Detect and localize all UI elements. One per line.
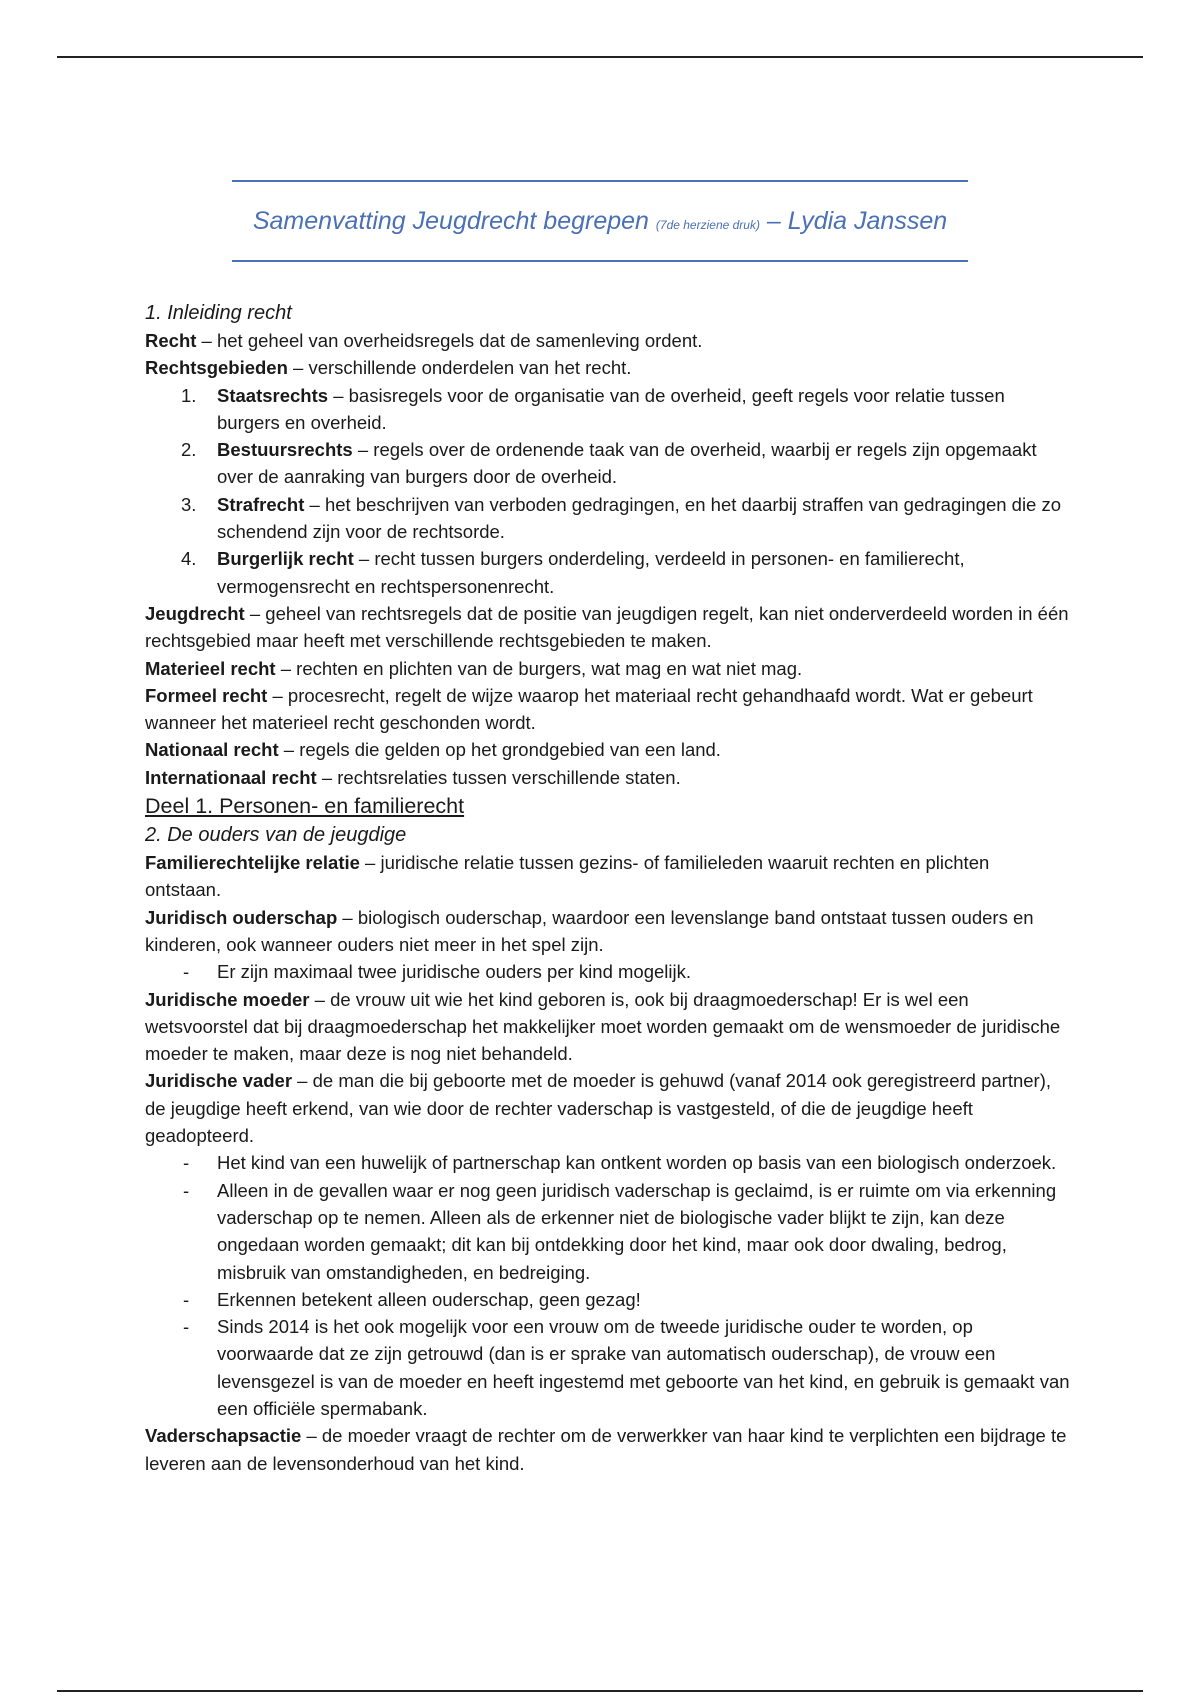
definition-jeugdrecht	[145, 600, 1070, 655]
term: Bestuursrechts	[217, 439, 353, 461]
bullet-text: Erkennen betekent alleen ouderschap, geen gezag!	[217, 1288, 641, 1310]
term: Materieel recht	[145, 657, 276, 679]
term: Juridisch ouderschap	[145, 906, 338, 928]
part-heading-deel-1: Deel 1. Personen- en familierecht	[145, 794, 465, 819]
bullet-dash: -	[183, 1316, 190, 1338]
list-item	[145, 1313, 1070, 1422]
definition: – rechtsrelaties tussen verschillende staten.	[316, 766, 681, 788]
term: Juridische vader	[145, 1070, 293, 1092]
definition-internationaal-recht	[145, 764, 1070, 791]
term: Nationaal recht	[145, 739, 279, 761]
vader-bullets	[145, 1149, 1070, 1422]
definition: – verschillende onderdelen van het recht.	[287, 357, 632, 379]
term: Staatsrechts	[217, 384, 329, 406]
definition-familierechtelijke-relatie	[145, 849, 1070, 904]
term: Recht	[145, 330, 197, 351]
bullet-text: Er zijn maximaal twee juridische ouders per kind mogelijk.	[217, 961, 691, 983]
definition: – procesrecht, regelt de wijze waarop het materiaal recht gehandhaafd wordt. Wat er gebeurt wanneer het materieel recht geschonden wordt.	[145, 684, 1033, 734]
list-item	[145, 545, 1070, 600]
bullet-dash: -	[183, 961, 190, 983]
term: Burgerlijk recht	[217, 548, 354, 570]
bottom-rule	[57, 1690, 1143, 1692]
rechtsgebieden-list	[145, 382, 1070, 600]
term: Formeel recht	[145, 684, 268, 706]
list-item	[145, 491, 1070, 546]
list-number: 2.	[181, 439, 197, 461]
bullet-text: Alleen in de gevallen waar er nog geen juridisch vaderschap is geclaimd, is er ruimte om via erkenning vaderschap op te nemen. Alleen als de erkenner niet de biologische vader blijkt te zijn, kan deze ongedaan worden gemaakt; dit kan bij ontdekking door het kind, maar ook door dwaling, bedrog, misbruik van omstandigheden, en bedreiging.	[217, 1179, 1057, 1283]
term: Strafrecht	[217, 493, 305, 515]
list-number: 1.	[181, 384, 197, 406]
list-item	[145, 1177, 1070, 1286]
definition: – rechten en plichten van de burgers, wat mag en wat niet mag.	[275, 657, 803, 679]
ouderschap-bullets	[145, 958, 1070, 985]
definition: – juridische relatie tussen gezins- of familieleden waaruit rechten en plichten ontstaan.	[145, 852, 990, 901]
section-heading-inleiding: 1. Inleiding recht	[145, 302, 292, 324]
section-heading-ouders: 2. De ouders van de jeugdige	[145, 824, 407, 847]
definition-juridisch-ouderschap	[145, 904, 1070, 959]
bullet-text: Sinds 2014 is het ook mogelijk voor een vrouw om de tweede juridische ouder te worden, op voorwaarde dat ze zijn getrouwd (dan is er sprake van automatisch ouderschap), de vrouw een levensgezel is van de moeder en heeft ingestemd met geboorte van het kind, en gebruik is gemaakt van een officiële spermabank.	[217, 1316, 1070, 1419]
term: Juridische moeder	[145, 988, 310, 1010]
definition: – regels over de ordenende taak van de overheid, waarbij er regels zijn opgemaakt over de aanraking van burgers door de overheid.	[217, 439, 1037, 488]
list-number: 4.	[181, 548, 197, 570]
definition-materieel-recht	[145, 655, 1070, 682]
definition-juridische-vader	[145, 1067, 1070, 1149]
definition: – de moeder vraagt de rechter om de verwerkker van haar kind te verplichten een bijdrage te leveren aan de levensonderhoud van het kind.	[145, 1425, 1067, 1474]
definition: – basisregels voor de organisatie van de overheid, geeft regels voor relatie tussen burgers en overheid.	[217, 384, 1005, 433]
definition-juridische-moeder	[145, 986, 1070, 1068]
list-item	[145, 958, 1070, 985]
definition: – geheel van rechtsregels dat de positie van jeugdigen regelt, kan niet onderverdeeld worden in één rechtsgebied maar heeft met verschillende rechtsgebieden te maken.	[145, 602, 1069, 652]
list-number: 3.	[181, 493, 197, 515]
definition-nationaal-recht	[145, 736, 1070, 763]
bullet-dash: -	[183, 1152, 190, 1174]
title-rule-bottom	[232, 260, 968, 262]
bullet-dash: -	[183, 1179, 190, 1201]
definition-vaderschapsactie	[145, 1422, 1070, 1477]
definition: – regels die gelden op het grondgebied van een land.	[278, 739, 721, 761]
definition-formeel-recht	[145, 682, 1070, 737]
definition: – het geheel van overheidsregels dat de samenleving ordent.	[196, 330, 703, 351]
term: Vaderschapsactie	[145, 1425, 302, 1447]
term: Internationaal recht	[145, 766, 317, 788]
document-body	[145, 299, 1070, 1477]
definition: – het beschrijven van verboden gedragingen, en het daarbij straffen van gedragingen die zo schendend zijn voor de rechtsorde.	[217, 493, 1062, 543]
title-author: – Lydia Janssen	[766, 207, 948, 235]
document-title	[232, 182, 968, 260]
list-item	[145, 436, 1070, 491]
definition: – de man die bij geboorte met de moeder is gehuwd (vanaf 2014 ook geregistreerd partner), de jeugdige heeft erkend, van wie door de rechter vaderschap is vastgesteld, of die de jeugdige heeft geadopteerd.	[145, 1070, 1051, 1147]
definition-rechtsgebieden	[145, 354, 1070, 381]
definition: – biologisch ouderschap, waardoor een levenslange band ontstaat tussen ouders en kinderen, ook wanneer ouders niet meer in het spel zijn.	[145, 906, 1034, 955]
list-item	[145, 1149, 1070, 1176]
term: Rechtsgebieden	[145, 357, 288, 379]
term: Familierechtelijke relatie	[145, 852, 360, 874]
term: Jeugdrecht	[145, 602, 245, 624]
top-rule	[57, 56, 1143, 58]
definition: – recht tussen burgers onderdeling, verdeeld in personen- en familierecht, vermogensrecht en rechtspersonenrecht.	[217, 548, 965, 597]
definition: – de vrouw uit wie het kind geboren is, ook bij draagmoederschap! Er is wel een wetsvoorstel dat bij draagmoederschap het makkelijker moet worden gemaakt om de wensmoeder de juridische moeder te maken, maar deze is nog niet behandeld.	[145, 988, 1061, 1065]
title-edition: (7de herziene druk)	[655, 218, 760, 232]
title-main: Samenvatting Jeugdrecht begrepen	[252, 207, 649, 235]
bullet-text: Het kind van een huwelijk of partnerschap kan ontkent worden op basis van een biologisch onderzoek.	[217, 1152, 1057, 1174]
definition-recht	[145, 327, 1070, 354]
list-item	[145, 1286, 1070, 1313]
list-item	[145, 382, 1070, 437]
bullet-dash: -	[183, 1288, 190, 1310]
title-block	[232, 180, 968, 262]
